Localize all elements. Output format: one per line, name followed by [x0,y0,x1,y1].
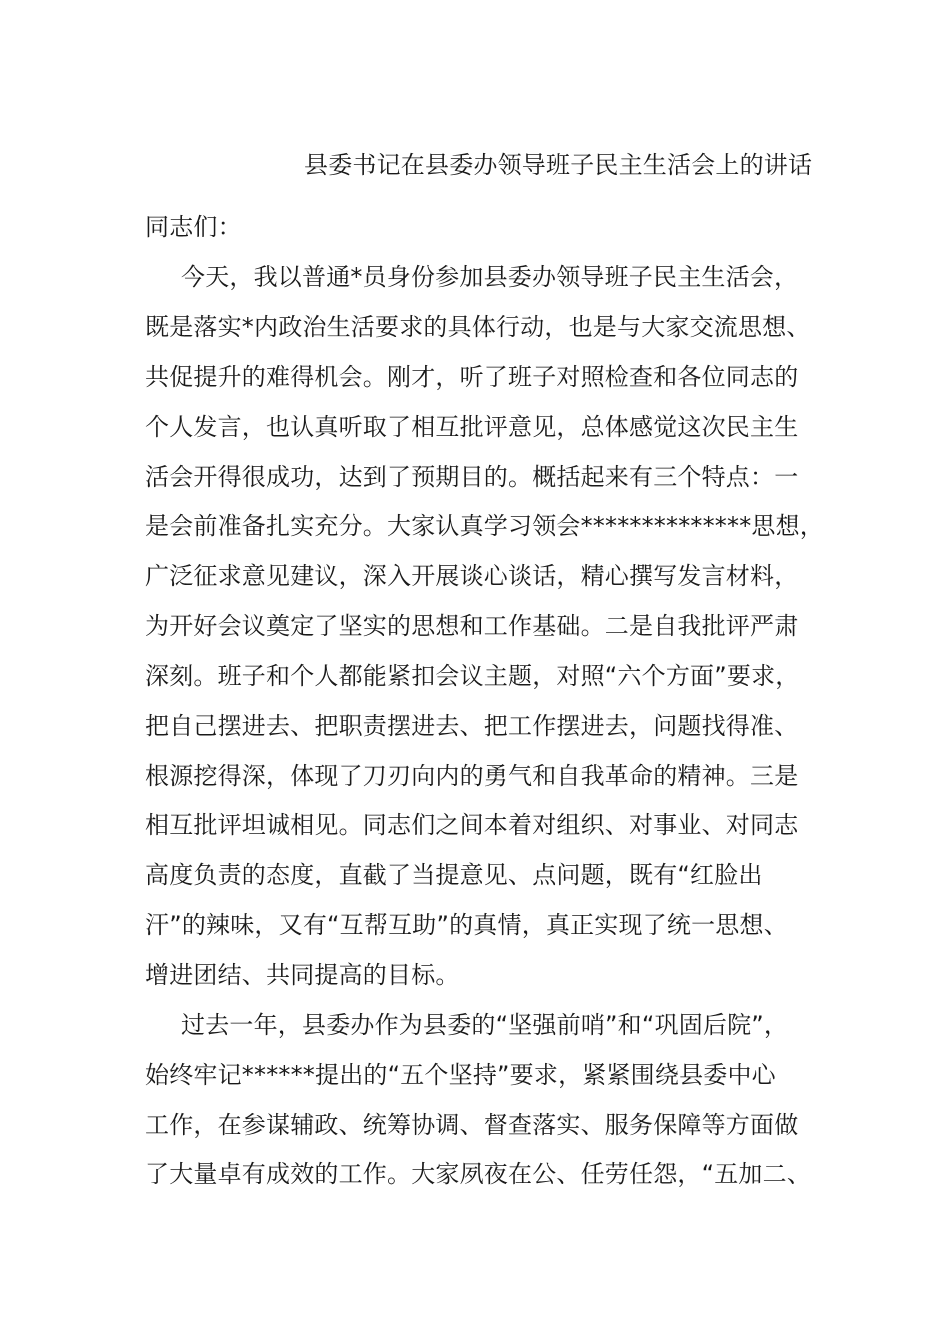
paragraph-line: 是会前准备扎实充分。大家认真学习领会**************思想， [145,512,824,540]
paragraph-line: 既是落实*内政治生活要求的具体行动，也是与大家交流思想、 [145,313,811,341]
paragraph-line: 过去一年，县委办作为县委的“坚强前哨”和“巩固后院”， [181,1011,789,1039]
paragraph-line: 汗”的辣味，又有“互帮互助”的真情，真正实现了统一思想、 [145,911,788,939]
paragraph-line: 始终牢记******提出的“五个坚持”要求，紧紧围绕县委中心 [145,1061,776,1089]
salutation: 同志们： [145,213,242,241]
paragraph-line: 工作，在参谋辅政、统筹协调、督查落实、服务保障等方面做 [145,1111,799,1139]
paragraph-line: 活会开得很成功，达到了预期目的。概括起来有三个特点：一 [145,463,799,491]
paragraph-line: 广泛征求意见建议，深入开展谈心谈话，精心撰写发言材料， [145,562,799,590]
paragraph-line: 了大量卓有成效的工作。大家夙夜在公、任劳任怨，“五加二、 [145,1160,812,1188]
paragraph-line: 根源挖得深，体现了刀刃向内的勇气和自我革命的精神。三是 [145,762,799,790]
paragraph-line: 深刻。班子和个人都能紧扣会议主题，对照“六个方面”要求， [145,662,800,690]
paragraph-line: 共促提升的难得机会。刚才，听了班子对照检查和各位同志的 [145,363,799,391]
paragraph-line: 相互批评坦诚相见。同志们之间本着对组织、对事业、对同志 [145,811,799,839]
paragraph-line: 把自己摆进去、把职责摆进去、把工作摆进去，问题找得准、 [145,712,799,740]
document-title: 县委书记在县委办领导班子民主生活会上的讲话 [304,151,813,179]
paragraph-line: 今天，我以普通*员身份参加县委办领导班子民主生活会， [181,263,799,291]
paragraph-line: 个人发言，也认真听取了相互批评意见，总体感觉这次民主生 [145,413,799,441]
paragraph-line: 为开好会议奠定了坚实的思想和工作基础。二是自我批评严肃 [145,612,799,640]
paragraph-line: 增进团结、共同提高的目标。 [145,961,460,989]
paragraph-line: 高度负责的态度，直截了当提意见、点问题，既有“红脸出 [145,861,763,889]
